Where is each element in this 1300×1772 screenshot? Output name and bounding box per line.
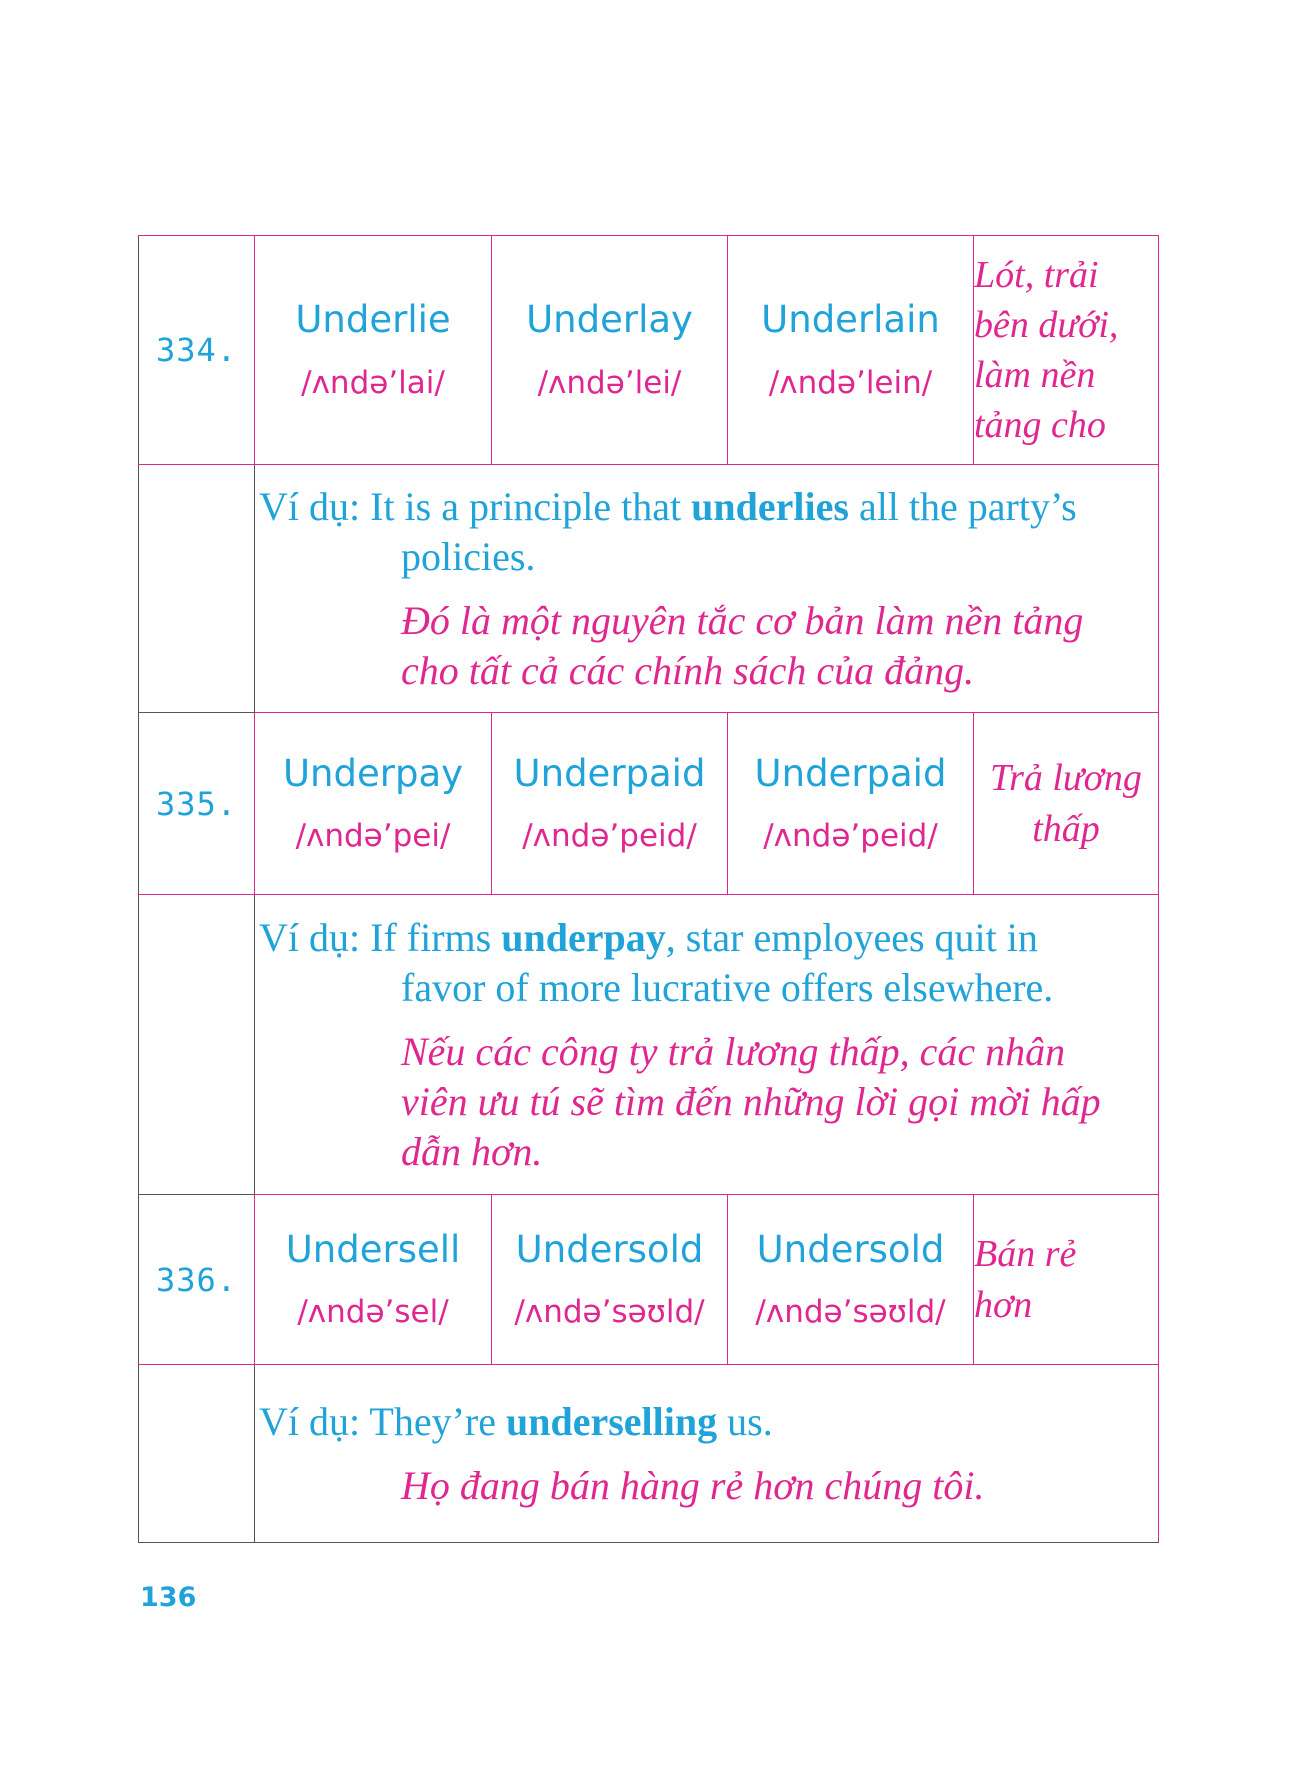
base-form-word: Underlie (295, 298, 451, 342)
base-form-word: Undersell (285, 1227, 461, 1271)
participle-form-ipa: /ʌndə’səʊld/ (755, 1294, 946, 1331)
translation-line: viên ưu tú sẽ tìm đến những lời gọi mời hấp (401, 1078, 1101, 1124)
example-text: all the party’s (848, 483, 1077, 529)
participle-form-cell (728, 236, 974, 465)
example-row-334 (139, 465, 1159, 713)
example-english (255, 482, 1158, 582)
example-label: Ví dụ: (259, 483, 361, 529)
meaning-line: Lót, trải (974, 253, 1099, 296)
entry-number-cell (139, 236, 255, 465)
meaning-line: tảng cho (974, 404, 1106, 447)
translation-line: cho tất cả các chính sách của đảng. (401, 647, 975, 693)
verb-table (138, 235, 1159, 1543)
base-form-cell (255, 1195, 492, 1365)
translation-line: Họ đang bán hàng rẻ hơn chúng tôi. (401, 1462, 985, 1508)
example-english (255, 1397, 1158, 1447)
example-spacer-cell (139, 895, 255, 1195)
example-label: Ví dụ: (259, 914, 361, 960)
example-cell (255, 465, 1159, 713)
example-text: It is a principle that (360, 483, 692, 529)
base-form-ipa: /ʌndə’pei/ (295, 818, 451, 855)
example-continuation: policies. (401, 533, 536, 579)
base-form-cell (255, 236, 492, 465)
example-keyword: underselling (505, 1398, 718, 1444)
past-form-word: Underlay (526, 298, 693, 342)
meaning-line: hơn (974, 1283, 1033, 1326)
example-label: Ví dụ: (259, 1398, 361, 1444)
participle-form-word: Underpaid (754, 751, 947, 795)
past-form-ipa: /ʌndə’səʊld/ (514, 1294, 705, 1331)
past-form-ipa: /ʌndə’peid/ (522, 818, 697, 855)
example-english (255, 913, 1158, 1013)
entry-row-334 (139, 236, 1159, 465)
participle-form-cell (728, 713, 974, 895)
example-row-336 (139, 1365, 1159, 1543)
entry-row-336 (139, 1195, 1159, 1365)
entry-number: 335. (155, 784, 238, 823)
entry-number-cell (139, 713, 255, 895)
meaning-line: Bán rẻ (974, 1233, 1077, 1276)
base-form-ipa: /ʌndə’sel/ (297, 1294, 449, 1331)
meaning-cell (974, 1195, 1159, 1365)
example-spacer-cell (139, 465, 255, 713)
example-vietnamese (255, 1027, 1158, 1177)
participle-form-word: Underlain (761, 298, 940, 342)
base-form-cell (255, 713, 492, 895)
example-text: If firms (360, 914, 502, 960)
entry-number: 336. (155, 1260, 238, 1299)
entry-number: 334. (155, 331, 238, 369)
past-form-word: Undersold (515, 1227, 704, 1271)
base-form-word: Underpay (282, 751, 464, 795)
past-form-cell (492, 236, 728, 465)
example-cell (255, 1365, 1159, 1543)
example-row-335 (139, 895, 1159, 1195)
translation-line: dẫn hơn. (401, 1128, 543, 1174)
example-text: us. (717, 1398, 773, 1444)
participle-form-word: Undersold (756, 1227, 945, 1271)
past-form-word: Underpaid (513, 751, 706, 795)
past-form-cell (492, 1195, 728, 1365)
meaning-line: thấp (1032, 807, 1100, 850)
participle-form-cell (728, 1195, 974, 1365)
example-text: They’re (360, 1398, 506, 1444)
meaning-cell (974, 713, 1159, 895)
meaning-line: làm nền (974, 354, 1096, 396)
translation-line: Nếu các công ty trả lương thấp, các nhân (401, 1028, 1066, 1074)
meaning-line: Trả lương (990, 757, 1142, 800)
participle-form-ipa: /ʌndə’lein/ (768, 364, 933, 401)
meaning-cell (974, 236, 1159, 465)
example-text: , star employees quit in (665, 914, 1038, 960)
past-form-cell (492, 713, 728, 895)
example-cell (255, 895, 1159, 1195)
entry-row-335 (139, 713, 1159, 895)
example-continuation: favor of more lucrative offers elsewhere. (401, 964, 1054, 1010)
meaning-line: bên dưới, (974, 303, 1119, 346)
example-spacer-cell (139, 1365, 255, 1543)
entry-number-cell (139, 1195, 255, 1365)
example-vietnamese (255, 1461, 1158, 1511)
example-vietnamese (255, 596, 1158, 696)
base-form-ipa: /ʌndə’lai/ (301, 364, 445, 401)
example-keyword: underlies (691, 483, 849, 529)
participle-form-ipa: /ʌndə’peid/ (763, 818, 938, 855)
example-keyword: underpay (501, 914, 666, 960)
page-number: 136 (140, 1582, 197, 1613)
past-form-ipa: /ʌndə’lei/ (537, 364, 682, 401)
translation-line: Đó là một nguyên tắc cơ bản làm nền tảng (401, 597, 1084, 643)
